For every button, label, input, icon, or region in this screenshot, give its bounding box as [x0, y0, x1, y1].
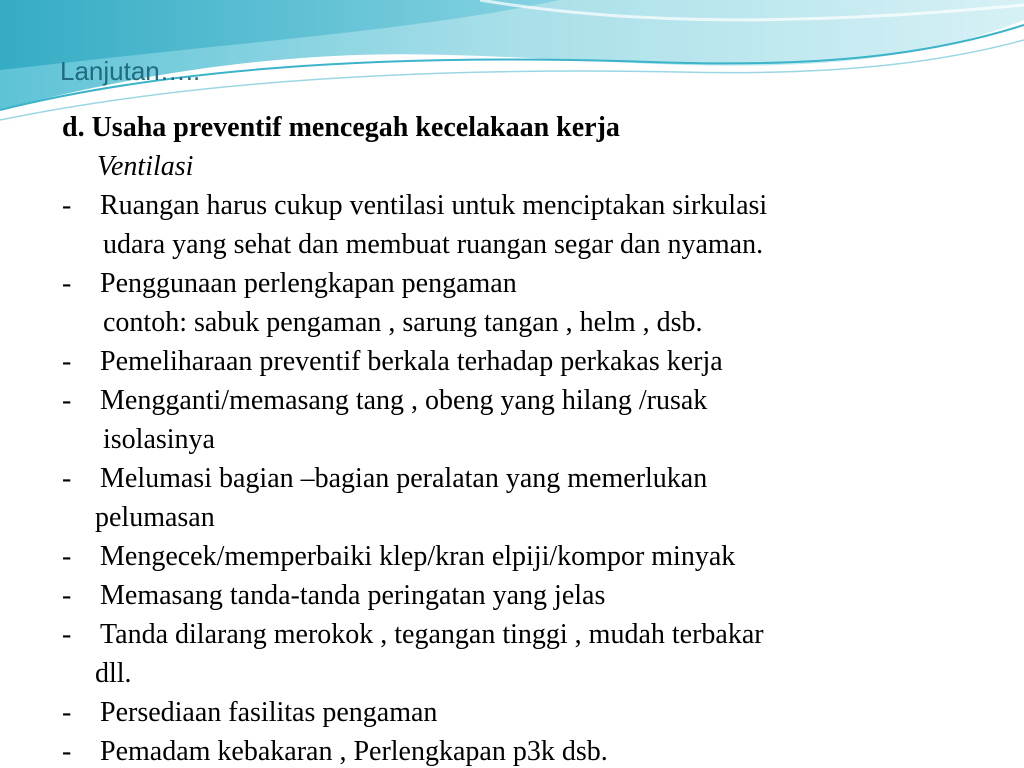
section-heading: d. Usaha preventif mencegah kecelakaan kerja	[62, 112, 620, 143]
list-item-text: Persediaan fasilitas pengaman	[100, 697, 438, 728]
list-item-text: contoh: sabuk pengaman , sarung tangan , helm , dsb.	[103, 307, 703, 338]
bullet-marker: -	[62, 346, 72, 377]
bullet-marker: -	[62, 736, 72, 767]
bullet-marker: -	[62, 190, 72, 221]
list-item-text: Penggunaan perlengkapan pengaman	[100, 268, 517, 299]
list-item-text: Tanda dilarang merokok , tegangan tinggi , mudah terbakar	[100, 619, 764, 650]
slide-title: Lanjutan…..	[60, 56, 201, 86]
bullet-marker: -	[62, 697, 72, 728]
bullet-marker: -	[62, 580, 72, 611]
bullet-marker: -	[62, 463, 72, 494]
list-item-text: Memasang tanda-tanda peringatan yang jelas	[100, 580, 606, 611]
subheading: Ventilasi	[97, 151, 194, 182]
list-item-text: Pemeliharaan preventif berkala terhadap perkakas kerja	[100, 346, 723, 377]
list-item-text: Mengganti/memasang tang , obeng yang hilang /rusak	[100, 385, 708, 416]
list-item-text: Melumasi bagian –bagian peralatan yang memerlukan	[100, 463, 708, 494]
list-item-text: isolasinya	[103, 424, 215, 455]
bullet-marker: -	[62, 385, 72, 416]
list-item-text: udara yang sehat dan membuat ruangan segar dan nyaman.	[103, 229, 764, 260]
list-item-text: Pemadam kebakaran , Perlengkapan p3k dsb.	[100, 736, 608, 767]
bullet-marker: -	[62, 268, 72, 299]
list-item-text: dll.	[95, 658, 132, 689]
bullet-marker: -	[62, 541, 72, 572]
bullet-marker: -	[62, 619, 72, 650]
list-item-text: pelumasan	[95, 502, 215, 533]
list-item-text: Mengecek/memperbaiki klep/kran elpiji/kompor minyak	[100, 541, 736, 572]
list-item-text: Ruangan harus cukup ventilasi untuk menciptakan sirkulasi	[100, 190, 768, 221]
